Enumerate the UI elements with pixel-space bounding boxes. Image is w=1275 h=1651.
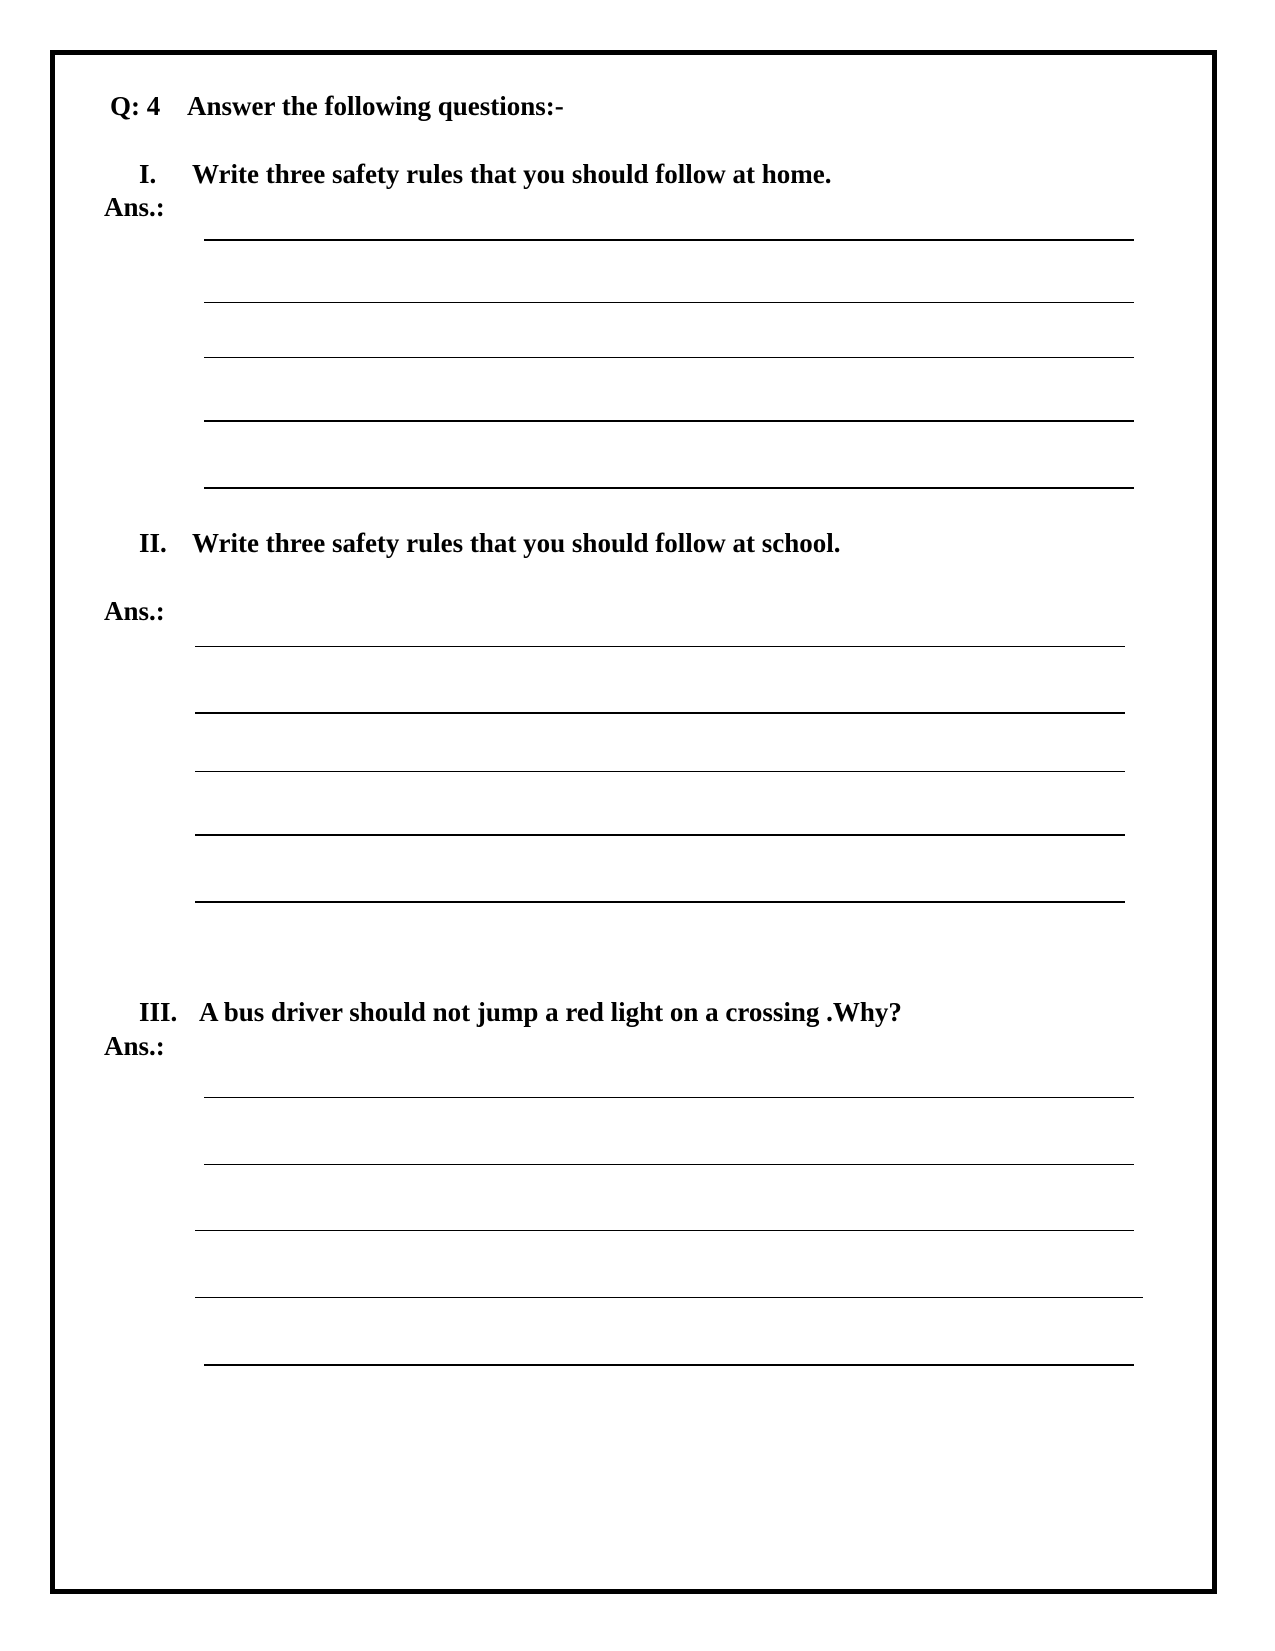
question-1-numeral: I.: [139, 159, 157, 189]
answer-3-line-4[interactable]: [195, 1297, 1143, 1298]
question-3-numeral: III.: [139, 997, 178, 1027]
answer-1-line-1[interactable]: [204, 239, 1134, 241]
answer-3-line-1[interactable]: [204, 1097, 1134, 1098]
page-border: [50, 50, 1217, 1594]
answer-1-line-4[interactable]: [204, 420, 1134, 422]
question-1-text: Write three safety rules that you should follow at home.: [192, 159, 832, 189]
answer-2-line-1[interactable]: [195, 646, 1125, 647]
question-3-answer-label: Ans.:: [104, 1031, 165, 1061]
answer-2-line-3[interactable]: [195, 771, 1125, 772]
question-2-numeral: II.: [139, 528, 167, 558]
answer-2-line-5[interactable]: [195, 901, 1125, 903]
answer-2-line-2[interactable]: [195, 712, 1125, 714]
answer-1-line-5[interactable]: [204, 487, 1134, 489]
answer-2-line-4[interactable]: [195, 834, 1125, 836]
question-2-answer-label: Ans.:: [104, 596, 165, 626]
answer-3-line-3[interactable]: [195, 1230, 1134, 1231]
answer-3-line-5[interactable]: [204, 1364, 1134, 1366]
answer-3-line-2[interactable]: [204, 1164, 1134, 1165]
answer-1-line-2[interactable]: [204, 302, 1134, 303]
question-number: Q: 4: [110, 91, 161, 121]
question-1-answer-label: Ans.:: [104, 192, 165, 222]
question-2-text: Write three safety rules that you should follow at school.: [192, 528, 841, 558]
section-heading: Answer the following questions:-: [187, 91, 564, 121]
answer-1-line-3[interactable]: [204, 357, 1134, 358]
question-3-text: A bus driver should not jump a red light on a crossing .Why?: [199, 997, 902, 1027]
